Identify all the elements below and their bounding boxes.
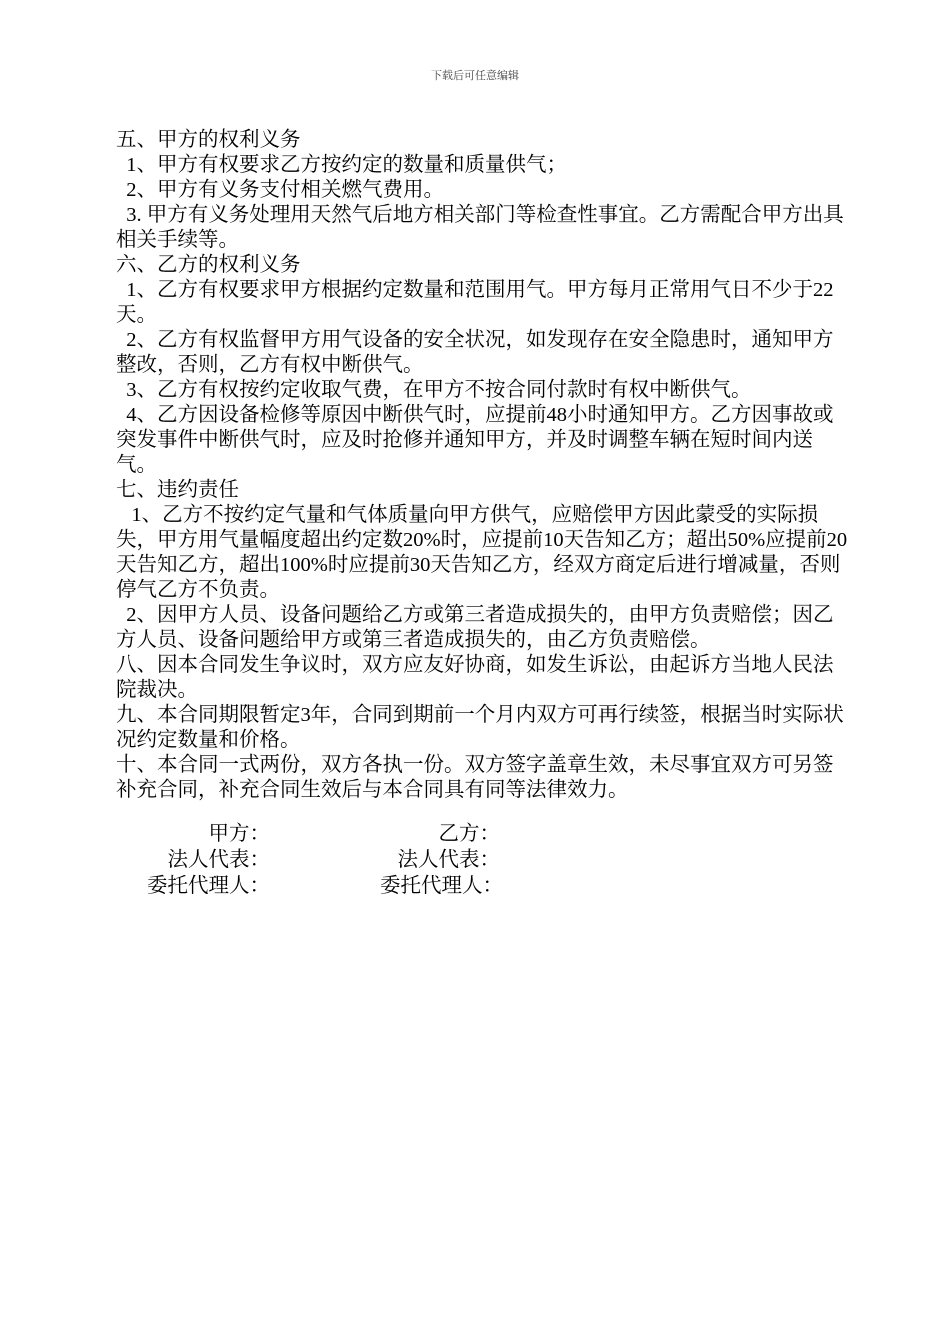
party-b-rep-label: 法人代表： (397, 849, 500, 871)
party-a-rep-label: 法人代表： (167, 849, 270, 871)
clause-6-4: 4、乙方因设备检修等原因中断供气时，应提前48小时通知甲方。乙方因事故或突发事件中断供气时，应及时抢修并通知甲方，并及时调整车辆在短时间内送气。 (116, 404, 834, 476)
clause-6-1: 1、乙方有权要求甲方根据约定数量和范围用气。甲方每月正常用气日不少于22天。 (116, 279, 834, 326)
section-heading-6: 六、乙方的权利义务 (116, 254, 301, 276)
clause-5-2: 2、甲方有义务支付相关燃气费用。 (116, 179, 444, 201)
clause-6-3: 3、乙方有权按约定收取气费，在甲方不按合同付款时有权中断供气。 (116, 379, 752, 401)
clause-7-2: 2、因甲方人员、设备问题给乙方或第三者造成损失的，由甲方负责赔偿；因乙方人员、设备问题给甲方或第三者造成损失的，由乙方负责赔偿。 (116, 604, 834, 651)
clause-5-1: 1、甲方有权要求乙方按约定的数量和质量供气； (116, 154, 567, 176)
header-note: 下载后可任意编辑 (431, 69, 519, 82)
section-9: 九、本合同期限暂定3年，合同到期前一个月内双方可再行续签，根据当时实际状况约定数量和价格。 (116, 704, 844, 751)
section-heading-7: 七、违约责任 (116, 479, 239, 501)
section-heading-5: 五、甲方的权利义务 (116, 129, 301, 151)
clause-6-2: 2、乙方有权监督甲方用气设备的安全状况，如发现存在安全隐患时，通知甲方整改，否则，乙方有权中断供气。 (116, 329, 834, 376)
clause-5-3: 3. 甲方有义务处理用天然气后地方相关部门等检查性事宜。乙方需配合甲方出具相关手续等。 (116, 204, 844, 251)
section-8: 八、因本合同发生争议时，双方应友好协商，如发生诉讼，由起诉方当地人民法院裁决。 (116, 654, 834, 701)
party-a-agent-label: 委托代理人： (147, 875, 270, 897)
section-10: 十、本合同一式两份，双方各执一份。双方签字盖章生效，未尽事宜双方可另签补充合同，补充合同生效后与本合同具有同等法律效力。 (116, 754, 834, 801)
party-a-label: 甲方： (208, 823, 270, 845)
party-b-agent-label: 委托代理人： (380, 875, 503, 897)
contract-body (116, 128, 851, 803)
clause-7-1: 1、乙方不按约定气量和气体质量向甲方供气，应赔偿甲方因此蒙受的实际损失，甲方用气量幅度超出约定数20%时，应提前10天告知乙方；超出50%应提前20天告知乙方，超出100%时应提前30天告知乙方，经双方商定后进行增减量，否则停气乙方不负责。 (116, 504, 848, 601)
party-b-label: 乙方： (438, 823, 500, 845)
